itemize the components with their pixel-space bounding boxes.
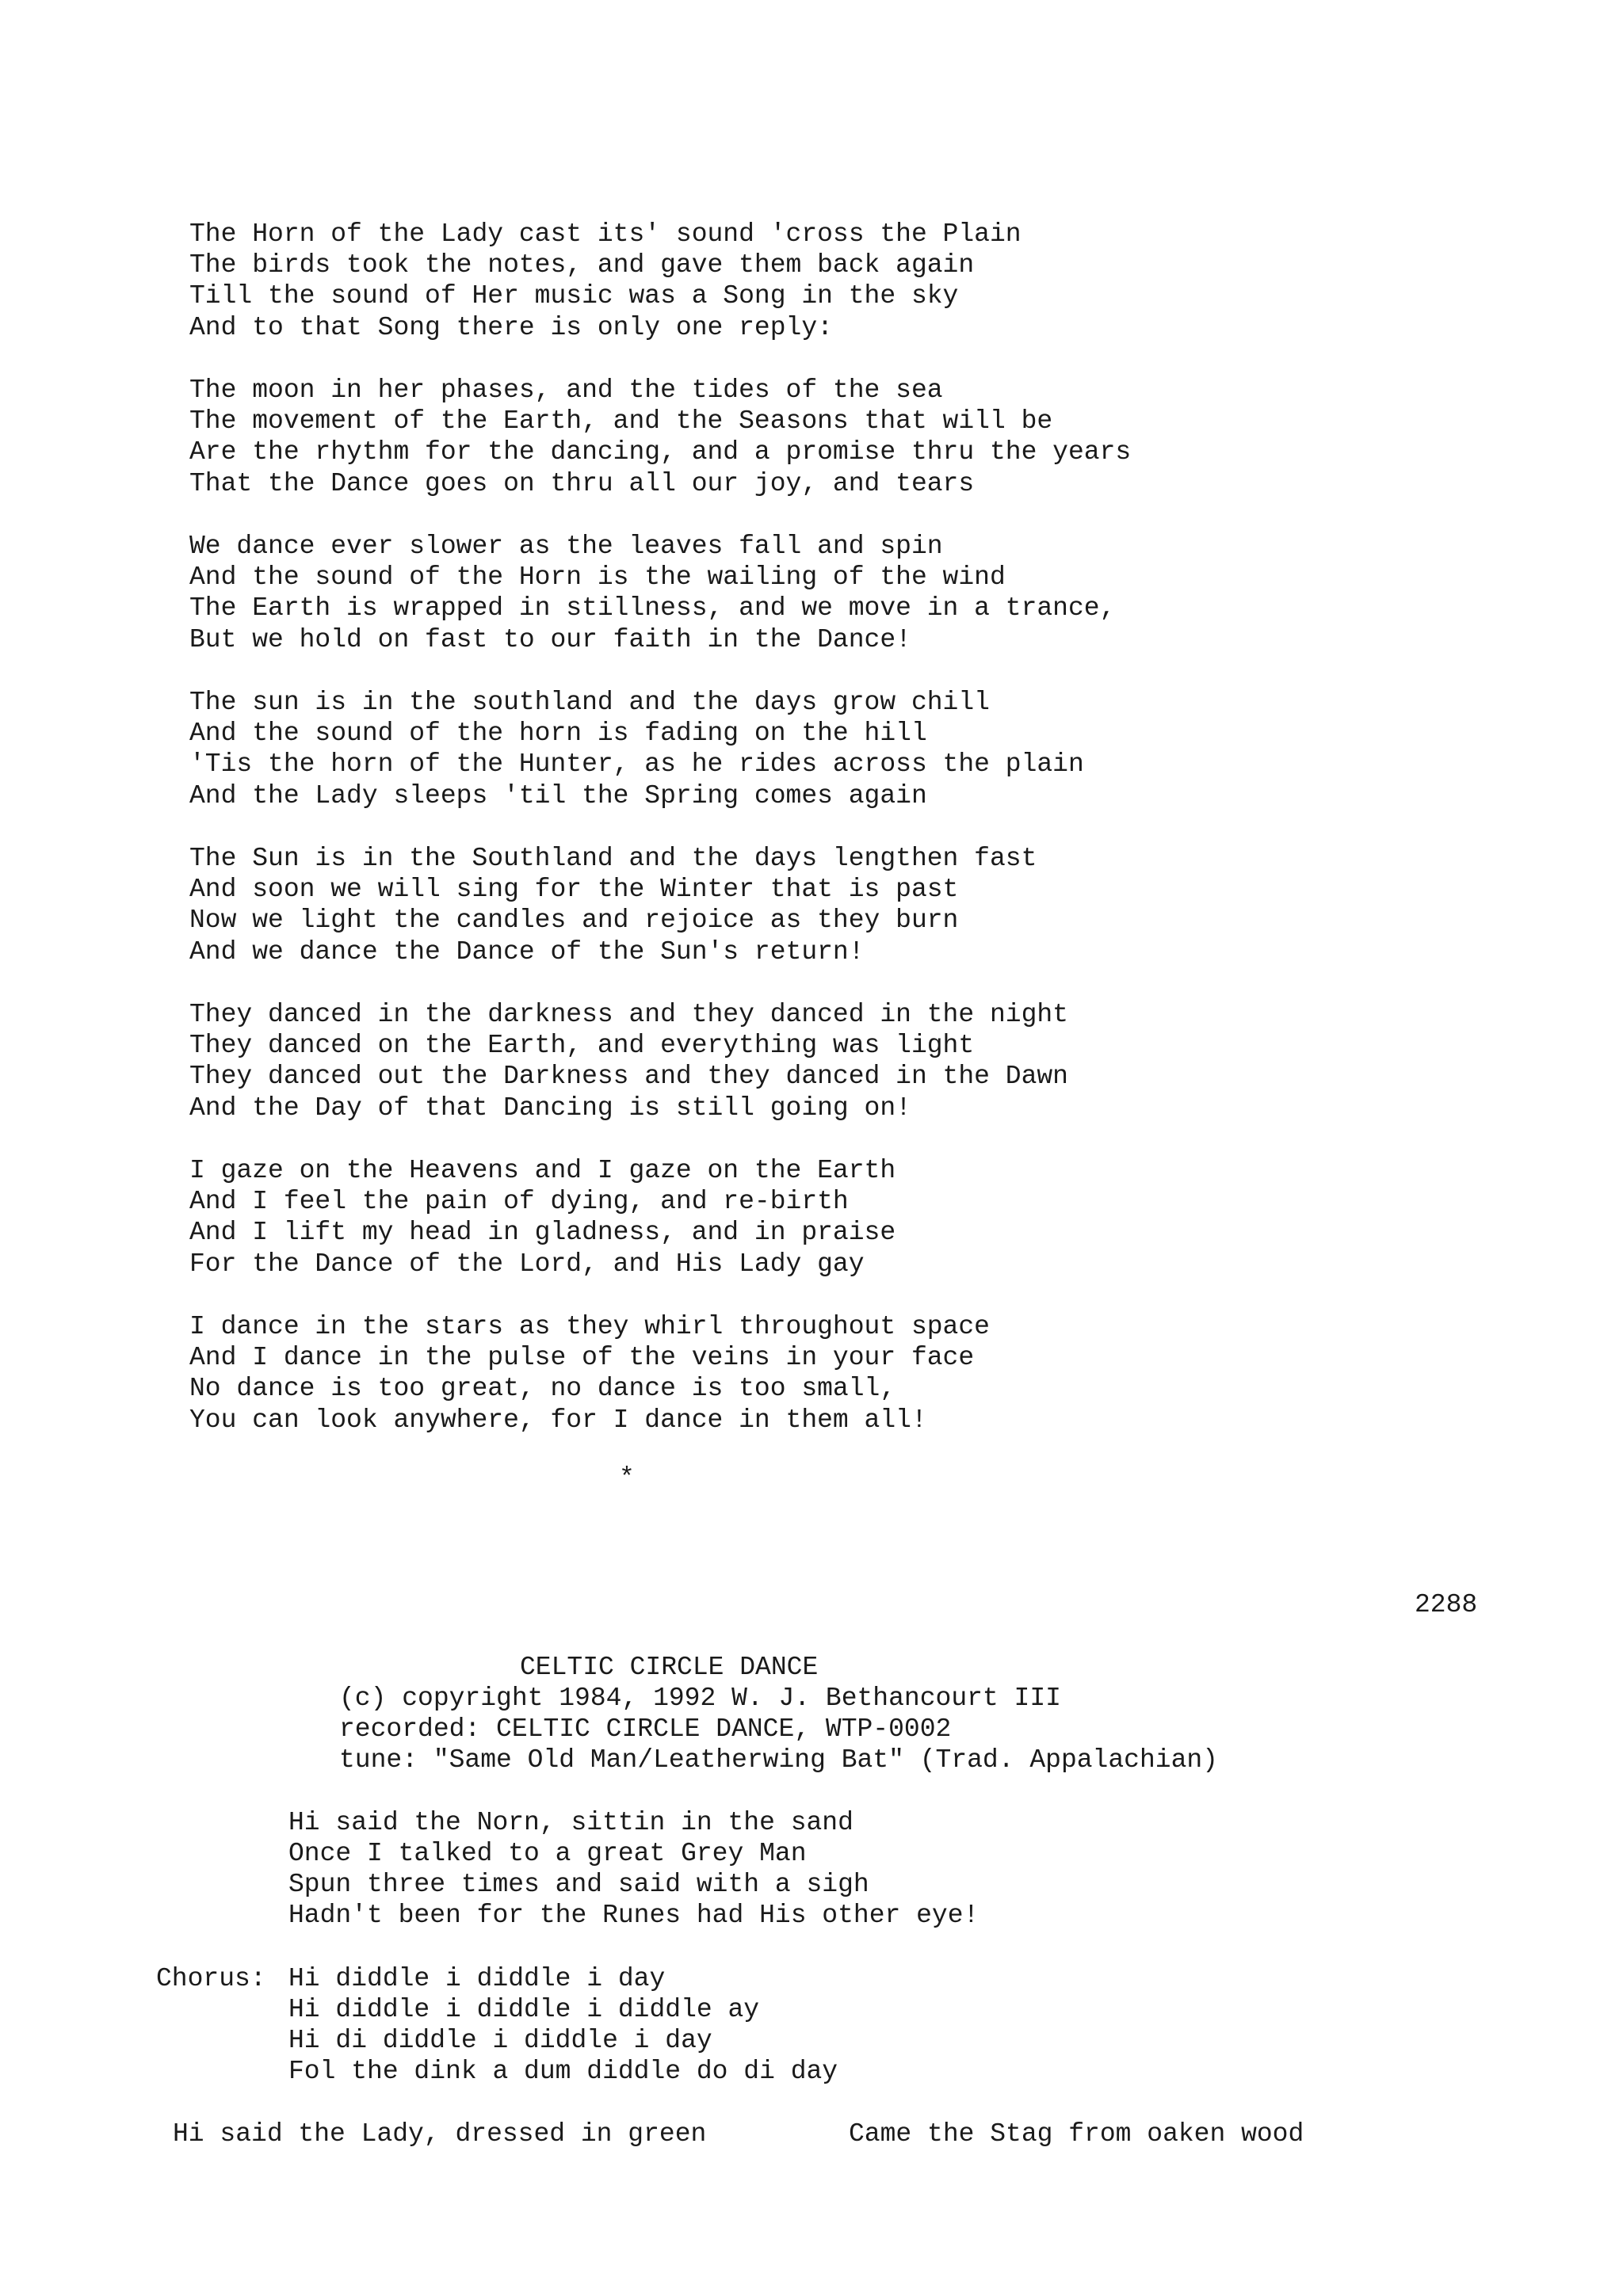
verse-line: Once I talked to a great Grey Man bbox=[288, 1839, 807, 1868]
lyric-line: But we hold on fast to our faith in the Dance! bbox=[189, 624, 911, 654]
copyright-line: (c) copyright 1984, 1992 W. J. Bethancourt III bbox=[339, 1684, 1061, 1713]
lyric-line: I gaze on the Heavens and I gaze on the Earth bbox=[189, 1156, 896, 1185]
lyric-line: I dance in the stars as they whirl throughout space bbox=[189, 1312, 990, 1341]
lyric-line: And I dance in the pulse of the veins in your face bbox=[189, 1343, 975, 1373]
lyric-line: And the Day of that Dancing is still going on! bbox=[189, 1093, 911, 1123]
page-number: 2288 bbox=[1415, 1590, 1478, 1619]
verse-line-left: Hi said the Lady, dressed in green bbox=[173, 2119, 707, 2149]
lyric-line: The moon in her phases, and the tides of the sea bbox=[189, 376, 943, 405]
lyric-line: And the Lady sleeps 'til the Spring comes again bbox=[189, 780, 927, 810]
lyric-line: The sun is in the southland and the days grow chill bbox=[189, 688, 990, 717]
lyric-line: And to that Song there is only one reply: bbox=[189, 312, 833, 342]
lyric-line: They danced out the Darkness and they danced in the Dawn bbox=[189, 1062, 1068, 1092]
chorus-label: Chorus: bbox=[156, 1964, 266, 1993]
lyric-line: The Sun is in the Southland and the days lengthen fast bbox=[189, 844, 1037, 873]
lyric-line: And I feel the pain of dying, and re-birth bbox=[189, 1187, 849, 1217]
lyric-line: The movement of the Earth, and the Seasons that will be bbox=[189, 406, 1053, 437]
chorus-line: Hi diddle i diddle i day bbox=[288, 1964, 666, 1993]
lyric-line: And soon we will sing for the Winter that is past bbox=[189, 875, 959, 905]
chorus-line: Hi di diddle i diddle i day bbox=[288, 2026, 712, 2055]
lyric-line: For the Dance of the Lord, and His Lady gay bbox=[189, 1249, 865, 1279]
lyric-line: The Earth is wrapped in stillness, and we move in a trance, bbox=[189, 593, 1116, 624]
lyric-line: Till the sound of Her music was a Song in the sky bbox=[189, 281, 959, 311]
lyric-line: And the sound of the horn is fading on the hill bbox=[189, 719, 927, 749]
lyric-line: Now we light the candles and rejoice as they burn bbox=[189, 906, 959, 936]
tune-line: tune: "Same Old Man/Leatherwing Bat" (Trad. Appalachian) bbox=[339, 1745, 1218, 1775]
lyric-line: The birds took the notes, and gave them back again bbox=[189, 250, 975, 280]
lyric-line: No dance is too great, no dance is too small, bbox=[189, 1374, 896, 1404]
lyric-line: They danced on the Earth, and everything was light bbox=[189, 1031, 975, 1061]
verse-line: Hi said the Norn, sittin in the sand bbox=[288, 1808, 854, 1837]
lyric-line: The Horn of the Lady cast its' sound 'cross the Plain bbox=[189, 219, 1022, 249]
chorus-line: Hi diddle i diddle i diddle ay bbox=[288, 1995, 760, 2024]
lyric-line: Are the rhythm for the dancing, and a promise thru the years bbox=[189, 437, 1132, 467]
verse-line: Hadn't been for the Runes had His other eye! bbox=[288, 1901, 980, 1930]
lyric-line: We dance ever slower as the leaves fall and spin bbox=[189, 532, 943, 561]
chorus-line: Fol the dink a dum diddle do di day bbox=[288, 2057, 838, 2086]
lyric-line: And we dance the Dance of the Sun's return! bbox=[189, 936, 865, 967]
lyric-line: And I lift my head in gladness, and in praise bbox=[189, 1218, 896, 1248]
end-mark: * bbox=[619, 1463, 635, 1493]
verse-line: Spun three times and said with a sigh bbox=[288, 1870, 869, 1899]
lyric-line: You can look anywhere, for I dance in them all! bbox=[189, 1405, 927, 1435]
lyric-line: They danced in the darkness and they danced in the night bbox=[189, 1000, 1068, 1029]
song-title: CELTIC CIRCLE DANCE bbox=[520, 1653, 819, 1682]
recorded-line: recorded: CELTIC CIRCLE DANCE, WTP-0002 bbox=[339, 1714, 952, 1744]
verse-line-right: Came the Stag from oaken wood bbox=[849, 2119, 1304, 2149]
lyric-line: And the sound of the Horn is the wailing of the wind bbox=[189, 563, 1006, 593]
lyric-line: That the Dance goes on thru all our joy, and tears bbox=[189, 468, 975, 498]
lyric-line: 'Tis the horn of the Hunter, as he rides across the plain bbox=[189, 749, 1084, 780]
